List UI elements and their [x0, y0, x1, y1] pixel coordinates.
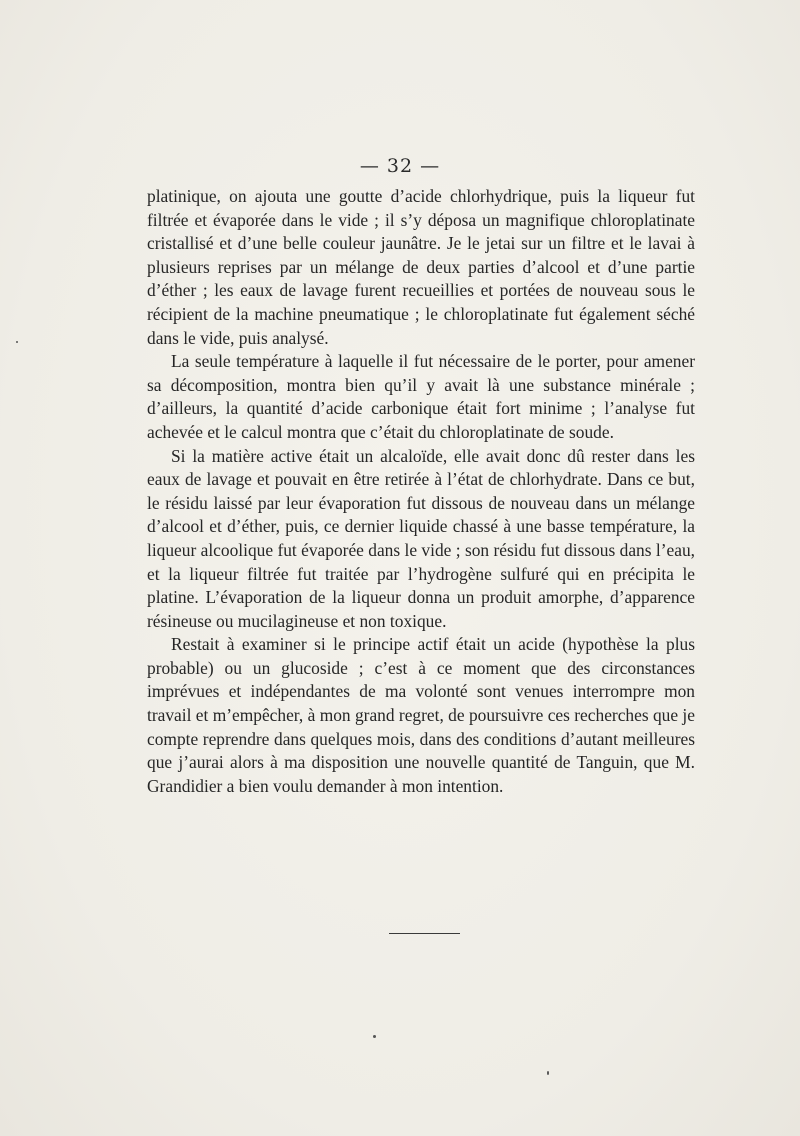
- scan-speck: [16, 341, 18, 343]
- closing-rule: [389, 933, 460, 934]
- paragraph-glucoside: Restait à examiner si le principe actif était un acide (hypothèse la plus probable) ou un glucoside ; c’est à ce moment que des circonstances imprévues et indépendantes de ma volonté sont venues interrompre mon travail et m’empêcher, à mon grand regret, de poursuivre ces recherches que je compte reprendre dans quelques mois, dans des conditions d’autant meilleures que j’aurai alors à ma disposition une nouvelle quantité de Tanguin, que M. Grandidier a bien voulu demander à mon intention.: [147, 634, 695, 796]
- paragraph-alcaloide: Si la matière active était un alcaloïde, elle avait donc dû rester dans les eaux de lavage et pouvait en être retirée à l’état de chlorhydrate. Dans ce but, le résidu laissé par leur évaporation fut dissous de nouveau dans un mélange d’alcool et d’éther, puis, ce dernier liquide chassé à une basse température, la liqueur alcoolique fut évaporée dans le vide ; son résidu fut dissous dans l’eau, et la liqueur filtrée fut traitée par l’hydrogène sulfuré qui en précipita le platine. L’évaporation de la liqueur donna un produit amorphe, d’apparence résineuse ou mucilagineuse et non toxique.: [147, 445, 695, 631]
- scan-speck: [373, 1035, 376, 1038]
- paragraph-continuation: platinique, on ajouta une goutte d’acide chlorhydrique, puis la liqueur fut filtrée et évaporée dans le vide ; il s’y déposa un magnifique chloroplatinate cristallisé et d’une belle couleur jaunâtre. Je le jetai sur un filtre et le lavai à plusieurs reprises par un mélange de deux parties d’alcool et d’une partie d’éther ; les eaux de lavage furent recueillies et portées de nouveau sous le récipient de la machine pneumatique ; le chloroplatinate fut également séché dans le vide, puis analysé.: [147, 186, 695, 348]
- body-text: [147, 185, 695, 798]
- page-number: — 32 —: [359, 155, 441, 177]
- scan-speck: [547, 1071, 549, 1075]
- paragraph-temperature: La seule température à laquelle il fut nécessaire de le porter, pour amener sa décomposition, montra bien qu’il y avait là une substance minérale ; d’ailleurs, la quantité d’acide carbonique était fort minime ; l’analyse fut achevée et le calcul montra que c’était du chloroplatinate de soude.: [147, 351, 695, 442]
